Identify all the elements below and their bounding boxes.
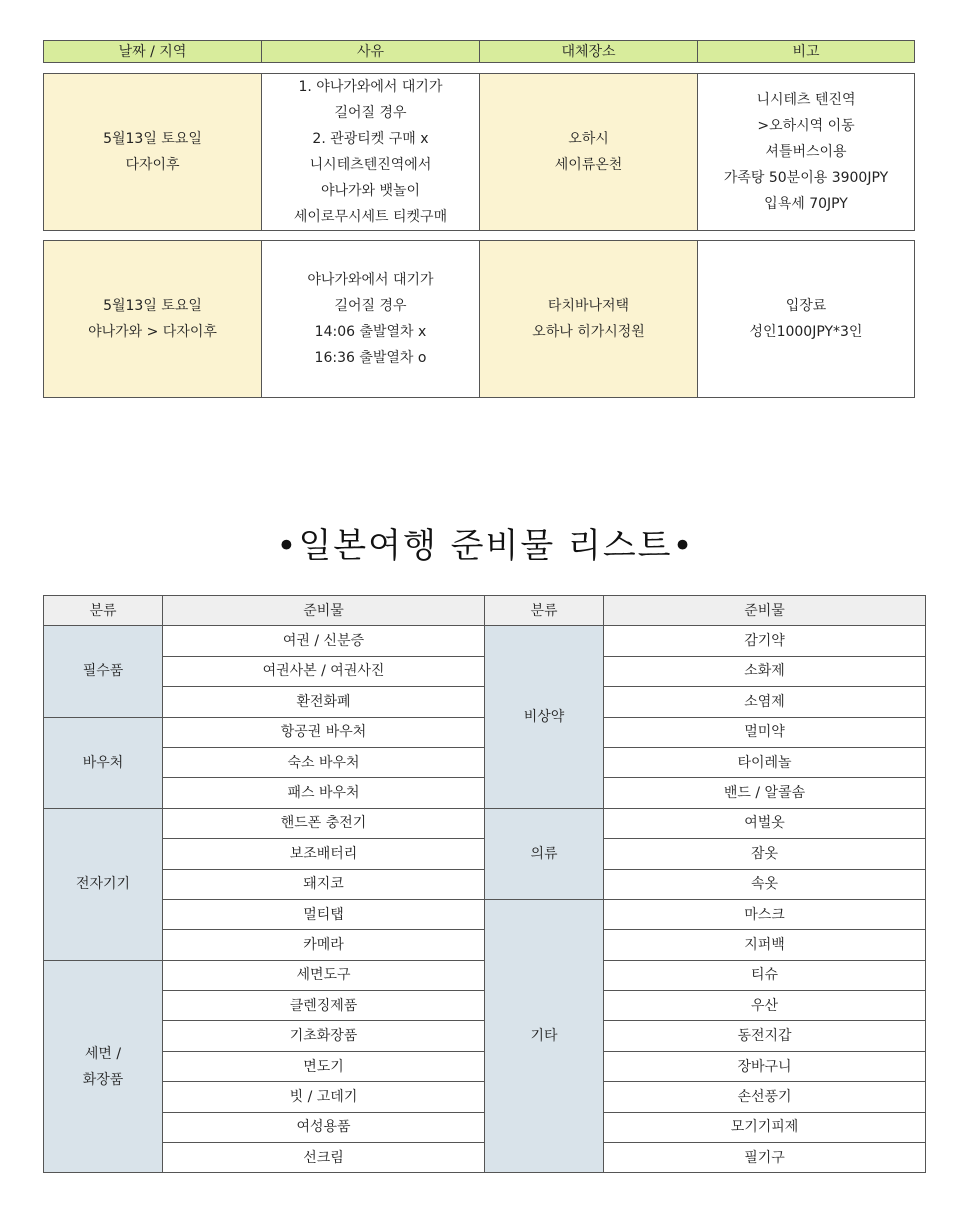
category-toiletries-line: 세면 / bbox=[84, 1045, 122, 1062]
row2-region: 야나가와 > 다자이후 bbox=[88, 324, 217, 340]
list-item: 면도기 bbox=[163, 1051, 485, 1081]
list-item: 카메라 bbox=[163, 930, 485, 960]
list-item: 여벌옷 bbox=[604, 808, 926, 838]
list-item: 동전지갑 bbox=[604, 1021, 926, 1051]
row2-alternative-cell bbox=[480, 241, 698, 398]
list-item: 세면도구 bbox=[163, 960, 485, 990]
list-item: 핸드폰 충전기 bbox=[163, 808, 485, 838]
category-electronics: 전자기기 bbox=[44, 808, 163, 960]
row1-reason-line: 길어질 경우 bbox=[334, 105, 407, 121]
row1-date: 5월13일 토요일 bbox=[103, 131, 202, 147]
row1-reason-line: 세이로무시세트 티켓구매 bbox=[293, 209, 448, 225]
schedule-header-table bbox=[43, 40, 915, 63]
list-item: 모기기피제 bbox=[604, 1112, 926, 1142]
list-item: 감기약 bbox=[604, 626, 926, 656]
list-item: 마스크 bbox=[604, 899, 926, 929]
header-note: 비고 bbox=[698, 41, 915, 63]
list-item: 소염제 bbox=[604, 687, 926, 717]
list-item: 소화제 bbox=[604, 656, 926, 686]
row2-alternative-line: 타치바나저택 bbox=[547, 298, 630, 314]
checklist-header-category-left: 분류 bbox=[44, 596, 163, 626]
row2-note-line: 성인1000JPY*3인 bbox=[749, 324, 863, 340]
list-item: 잠옷 bbox=[604, 839, 926, 869]
list-item: 멀티탭 bbox=[163, 899, 485, 929]
row1-alternative-line: 오하시 bbox=[568, 131, 609, 147]
list-item: 밴드 / 알콜솜 bbox=[604, 778, 926, 808]
list-item: 항공권 바우처 bbox=[163, 717, 485, 747]
row1-note-line: 셔틀버스이용 bbox=[765, 144, 847, 160]
row1-note-cell bbox=[698, 74, 915, 231]
row1-note-line: 입욕세 70JPY bbox=[764, 196, 848, 212]
category-medicine: 비상약 bbox=[485, 626, 604, 808]
category-toiletries-line: 화장품 bbox=[82, 1071, 124, 1088]
row2-reason-line: 14:06 출발열차 x bbox=[314, 324, 427, 340]
list-item: 돼지코 bbox=[163, 869, 485, 899]
row1-note-line: 니시테츠 텐진역 bbox=[756, 92, 856, 108]
list-item: 장바구니 bbox=[604, 1051, 926, 1081]
category-clothing: 의류 bbox=[485, 808, 604, 899]
checklist-title: •일본여행 준비물 리스트• bbox=[276, 526, 695, 566]
schedule-row-2 bbox=[43, 240, 915, 398]
list-item: 숙소 바우처 bbox=[163, 747, 485, 777]
list-item: 속옷 bbox=[604, 869, 926, 899]
row1-region: 다자이후 bbox=[125, 157, 180, 173]
row1-date-cell bbox=[44, 74, 262, 231]
row2-date: 5월13일 토요일 bbox=[103, 298, 202, 314]
list-item: 보조배터리 bbox=[163, 839, 485, 869]
list-item: 지퍼백 bbox=[604, 930, 926, 960]
row1-reason-cell bbox=[262, 74, 480, 231]
list-item: 패스 바우처 bbox=[163, 778, 485, 808]
checklist-header-items-right: 준비물 bbox=[604, 596, 926, 626]
row1-note-line: 가족탕 50분이용 3900JPY bbox=[723, 170, 889, 186]
checklist-table bbox=[43, 595, 926, 1173]
row1-alternative-cell bbox=[480, 74, 698, 231]
list-item: 우산 bbox=[604, 991, 926, 1021]
category-voucher: 바우처 bbox=[44, 717, 163, 808]
row1-reason-line: 2. 관광티켓 구매 x bbox=[312, 131, 429, 147]
category-essentials: 필수품 bbox=[44, 626, 163, 717]
list-item: 여성용품 bbox=[163, 1112, 485, 1142]
row2-reason-line: 야나가와에서 대기가 bbox=[307, 272, 434, 288]
list-item: 필기구 bbox=[604, 1143, 926, 1173]
schedule-row-1 bbox=[43, 73, 915, 231]
header-reason: 사유 bbox=[262, 41, 480, 63]
row2-reason-cell bbox=[262, 241, 480, 398]
list-item: 선크림 bbox=[163, 1143, 485, 1173]
category-etc: 기타 bbox=[485, 899, 604, 1173]
checklist-header-category-right: 분류 bbox=[485, 596, 604, 626]
row2-note-cell bbox=[698, 241, 915, 398]
row2-note-line: 입장료 bbox=[785, 298, 827, 314]
list-item: 기초화장품 bbox=[163, 1021, 485, 1051]
list-item: 클렌징제품 bbox=[163, 991, 485, 1021]
row2-alternative-line: 오하나 히가시정원 bbox=[532, 324, 645, 340]
list-item: 빗 / 고데기 bbox=[163, 1082, 485, 1112]
row2-reason-line: 길어질 경우 bbox=[334, 298, 407, 314]
row2-reason-line: 16:36 출발열차 o bbox=[314, 350, 427, 366]
checklist-header-items-left: 준비물 bbox=[163, 596, 485, 626]
list-item: 타이레놀 bbox=[604, 747, 926, 777]
list-item: 티슈 bbox=[604, 960, 926, 990]
list-item: 멀미약 bbox=[604, 717, 926, 747]
category-toiletries bbox=[44, 960, 163, 1173]
list-item: 여권 / 신분증 bbox=[163, 626, 485, 656]
row1-reason-line: 야나가와 뱃놀이 bbox=[320, 183, 421, 199]
row1-reason-line: 1. 야나가와에서 대기가 bbox=[298, 79, 443, 95]
row1-alternative-line: 세이류온천 bbox=[554, 157, 623, 173]
list-item: 손선풍기 bbox=[604, 1082, 926, 1112]
list-item: 환전화폐 bbox=[163, 687, 485, 717]
row1-reason-line: 니시테츠텐진역에서 bbox=[309, 157, 432, 173]
header-date-region: 날짜 / 지역 bbox=[44, 41, 262, 63]
header-alternative: 대체장소 bbox=[480, 41, 698, 63]
list-item: 여권사본 / 여권사진 bbox=[163, 656, 485, 686]
row2-date-cell bbox=[44, 241, 262, 398]
row1-note-line: >오하시역 이동 bbox=[757, 118, 855, 134]
